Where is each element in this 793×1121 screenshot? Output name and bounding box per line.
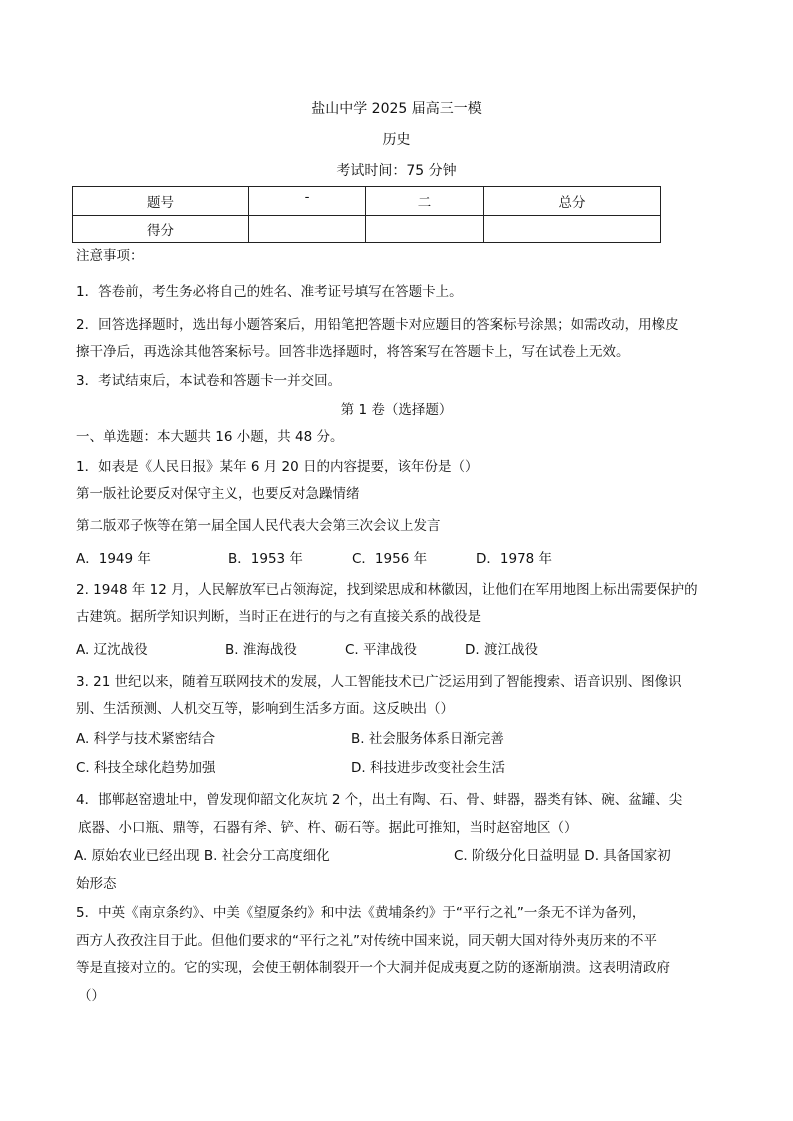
exam-time: 考试时间：75 分钟 xyxy=(336,163,457,179)
question-3-option-b[interactable]: B. 社会服务体系日渐完善 xyxy=(351,731,504,747)
question-2-option-a[interactable]: A. 辽沈战役 xyxy=(76,642,148,658)
score-header-cell: 二 xyxy=(366,187,484,216)
question-3-option-c[interactable]: C. 科技全球化趋势加强 xyxy=(76,760,216,776)
question-1-option-c[interactable]: C．1956 年 xyxy=(352,551,428,567)
question-4-options-a-b[interactable]: A. 原始农业已经出现 B. 社会分工高度细化 xyxy=(74,848,330,864)
score-cell[interactable] xyxy=(484,216,661,243)
question-1-material-1: 第一版社论要反对保守主义，也要反对急躁情绪 xyxy=(76,486,360,502)
notes-item-2-cont: 擦干净后，再选涂其他答案标号。回答非选择题时，将答案写在答题卡上，写在试卷上无效。 xyxy=(76,344,630,360)
notes-item-3: 3．考试结束后，本试卷和答题卡一并交回。 xyxy=(76,373,342,389)
score-cell[interactable] xyxy=(249,216,366,243)
question-1-option-b[interactable]: B．1953 年 xyxy=(228,551,303,567)
score-table-score-row xyxy=(73,216,661,243)
score-header-cell: 题号 xyxy=(73,187,249,216)
question-1-material-2: 第二版邓子恢等在第一届全国人民代表大会第三次会议上发言 xyxy=(76,518,441,534)
question-3-option-a[interactable]: A. 科学与技术紧密结合 xyxy=(76,731,216,747)
question-2-option-d[interactable]: D. 渡江战役 xyxy=(465,642,538,658)
notes-item-2: 2．回答选择题时，选出每小题答案后，用铅笔把答题卡对应题目的答案标号涂黑；如需改动，用橡皮 xyxy=(76,317,679,333)
question-3-option-d[interactable]: D. 科技进步改变社会生活 xyxy=(351,760,505,776)
score-header-cell: 总分 xyxy=(484,187,661,216)
volume-heading: 第 1 卷（选择题） xyxy=(340,402,453,418)
question-2-option-c[interactable]: C. 平津战役 xyxy=(345,642,418,658)
question-2-option-b[interactable]: B. 淮海战役 xyxy=(225,642,297,658)
question-4-options-c-d[interactable]: C. 阶级分化日益明显 D. 具备国家初 xyxy=(454,848,671,864)
question-1-option-d[interactable]: D．1978 年 xyxy=(476,551,553,567)
part-heading: 一、单选题：本大题共 16 小题，共 48 分。 xyxy=(76,429,344,445)
score-header-cell: - xyxy=(249,187,366,216)
question-4-stem: 4．邯郸赵窑遗址中，曾发现仰韶文化灰坑 2 个，出土有陶、石、骨、蚌器，器类有钵、碗、盆罐、尖 xyxy=(76,792,683,808)
question-5-stem-cont-1: 西方人孜孜注目于此。但他们要求的“平行之礼”对传统中国来说，同天朝大国对待外夷历来的不平 xyxy=(76,933,657,949)
question-3-stem-cont: 别、生活预测、人机交互等，影响到生活多方面。这反映出（） xyxy=(76,701,454,717)
question-5-stem: 5．中英《南京条约》、中美《望厦条约》和中法《黄埔条约》于“平行之礼”一条无不详为备列， xyxy=(76,905,646,921)
subject-title: 历史 xyxy=(382,132,411,148)
score-table xyxy=(72,186,661,243)
score-table-header-row xyxy=(73,187,661,216)
question-4-option-d-wrap: 始形态 xyxy=(76,876,117,892)
question-1-option-a[interactable]: A．1949 年 xyxy=(76,551,151,567)
question-4-stem-cont: 底器、小口瓶、鼎等，石器有斧、铲、杵、砺石等。据此可推知，当时赵窑地区（） xyxy=(78,820,578,836)
question-2-stem-cont: 古建筑。据所学知识判断，当时正在进行的与之有直接关系的战役是 xyxy=(76,609,481,625)
question-3-stem: 3. 21 世纪以来，随着互联网技术的发展，人工智能技术已广泛运用到了智能搜索、语音识别、图像识 xyxy=(76,674,682,690)
question-1-stem: 1．如表是《人民日报》某年 6 月 20 日的内容提要，该年份是（） xyxy=(76,459,479,475)
question-2-stem: 2. 1948 年 12 月，人民解放军已占领海淀，找到梁思成和林徽因，让他们在军用地图上标出需要保护的 xyxy=(76,582,698,598)
question-5-blank: （） xyxy=(78,988,105,1004)
notes-item-1: 1．答卷前，考生务必将自己的姓名、准考证号填写在答题卡上。 xyxy=(76,284,463,300)
score-cell[interactable] xyxy=(366,216,484,243)
score-row-label: 得分 xyxy=(73,216,249,243)
question-5-stem-cont-2: 等是直接对立的。它的实现，会使王朝体制裂开一个大洞并促成夷夏之防的逐渐崩溃。这表明清政府 xyxy=(76,960,670,976)
exam-title: 盐山中学 2025 届高三一模 xyxy=(311,101,482,117)
notes-heading: 注意事项： xyxy=(76,248,144,264)
